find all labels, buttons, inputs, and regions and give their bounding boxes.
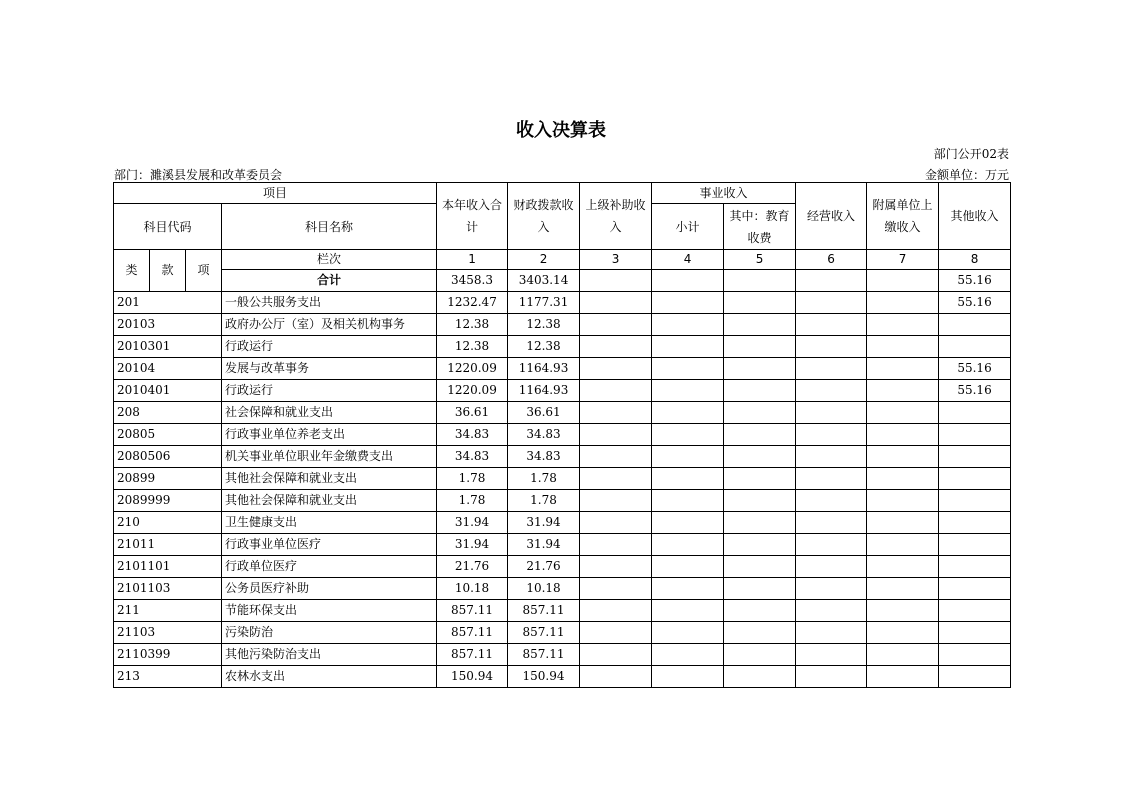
fiscal-income: 857.11 (508, 644, 580, 666)
empty-cell (724, 380, 796, 402)
subject-code: 20103 (114, 314, 222, 336)
empty-cell (580, 666, 652, 688)
subject-code: 201 (114, 292, 222, 314)
empty-cell (867, 534, 939, 556)
header-column-no: 栏次 (222, 250, 437, 270)
subject-code: 2110399 (114, 644, 222, 666)
empty-cell (652, 424, 724, 446)
header-xiang: 项 (186, 250, 222, 292)
empty-cell (867, 600, 939, 622)
empty-cell (867, 512, 939, 534)
empty-cell (724, 600, 796, 622)
other-income (939, 490, 1011, 512)
header-edu: 其中：教育收费 (724, 204, 796, 250)
fiscal-income: 12.38 (508, 314, 580, 336)
empty-cell (580, 556, 652, 578)
fiscal-income: 1.78 (508, 468, 580, 490)
header-code: 科目代码 (114, 204, 222, 250)
subject-name: 行政事业单位医疗 (222, 534, 437, 556)
empty-cell (867, 622, 939, 644)
empty-cell (652, 490, 724, 512)
table-row (114, 380, 1011, 402)
empty-cell (652, 622, 724, 644)
fiscal-income: 1164.93 (508, 380, 580, 402)
other-income (939, 644, 1011, 666)
col-number: 3 (580, 250, 652, 270)
empty-cell (580, 622, 652, 644)
subject-name: 其他污染防治支出 (222, 644, 437, 666)
empty-cell (652, 600, 724, 622)
empty-cell (867, 402, 939, 424)
other-income (939, 446, 1011, 468)
fiscal-income: 1164.93 (508, 358, 580, 380)
table-row (114, 578, 1011, 600)
total-income: 34.83 (437, 446, 508, 468)
other-income (939, 468, 1011, 490)
empty-cell (724, 556, 796, 578)
empty-cell (796, 336, 867, 358)
empty-cell (867, 380, 939, 402)
empty-cell (580, 358, 652, 380)
subject-name: 机关事业单位职业年金缴费支出 (222, 446, 437, 468)
other-income (939, 424, 1011, 446)
fiscal-income: 150.94 (508, 666, 580, 688)
empty-cell (867, 556, 939, 578)
subject-name: 社会保障和就业支出 (222, 402, 437, 424)
subject-code: 2089999 (114, 490, 222, 512)
income-table (113, 182, 1011, 688)
empty-cell (796, 358, 867, 380)
col-number: 2 (508, 250, 580, 270)
empty-cell (724, 666, 796, 688)
subject-code: 20805 (114, 424, 222, 446)
empty-cell (724, 402, 796, 424)
fiscal-income: 36.61 (508, 402, 580, 424)
empty-cell (652, 556, 724, 578)
empty-cell (580, 512, 652, 534)
empty-cell (652, 534, 724, 556)
other-income (939, 600, 1011, 622)
col-number: 8 (939, 250, 1011, 270)
subject-code: 21103 (114, 622, 222, 644)
table-row (114, 336, 1011, 358)
total-income: 1.78 (437, 468, 508, 490)
empty-cell (580, 490, 652, 512)
empty-cell (580, 292, 652, 314)
fiscal-income: 857.11 (508, 600, 580, 622)
subject-name: 其他社会保障和就业支出 (222, 468, 437, 490)
empty-cell (867, 446, 939, 468)
subject-code: 2010301 (114, 336, 222, 358)
subject-code: 213 (114, 666, 222, 688)
subject-code: 2101103 (114, 578, 222, 600)
header-other: 其他收入 (939, 183, 1011, 250)
table-row (114, 490, 1011, 512)
other-income: 55.16 (939, 380, 1011, 402)
other-income (939, 336, 1011, 358)
empty-cell (796, 380, 867, 402)
subject-code: 20899 (114, 468, 222, 490)
empty-cell (652, 336, 724, 358)
empty-cell (724, 314, 796, 336)
header-affiliate: 附属单位上缴收入 (867, 183, 939, 250)
subject-name: 农林水支出 (222, 666, 437, 688)
header-subtotal: 小计 (652, 204, 724, 250)
total-row-label: 合计 (222, 270, 437, 292)
subject-name: 行政事业单位养老支出 (222, 424, 437, 446)
empty-cell (796, 578, 867, 600)
header-subsidy: 上级补助收入 (580, 183, 652, 250)
fiscal-income: 12.38 (508, 336, 580, 358)
total-income: 150.94 (437, 666, 508, 688)
empty-cell (867, 644, 939, 666)
subject-name: 行政运行 (222, 380, 437, 402)
subject-code: 2080506 (114, 446, 222, 468)
amount-unit-label: 金额单位：万元 (924, 168, 1009, 182)
empty-cell (652, 292, 724, 314)
fiscal-income: 1177.31 (508, 292, 580, 314)
fiscal-income: 34.83 (508, 424, 580, 446)
subject-name: 一般公共服务支出 (222, 292, 437, 314)
other-income (939, 534, 1011, 556)
total-income: 12.38 (437, 336, 508, 358)
empty-cell (796, 600, 867, 622)
empty-cell (796, 490, 867, 512)
summary-other: 55.16 (939, 270, 1011, 292)
empty-cell (724, 424, 796, 446)
fiscal-income: 31.94 (508, 534, 580, 556)
empty-cell (580, 402, 652, 424)
col-number: 4 (652, 250, 724, 270)
col-number: 7 (867, 250, 939, 270)
summary-fiscal: 3403.14 (508, 270, 580, 292)
empty-cell (724, 468, 796, 490)
empty-cell (580, 314, 652, 336)
other-income (939, 402, 1011, 424)
table-row (114, 358, 1011, 380)
empty-cell (724, 578, 796, 600)
empty-cell (867, 358, 939, 380)
empty-cell (724, 446, 796, 468)
empty-cell (867, 314, 939, 336)
table-row (114, 666, 1011, 688)
empty-cell (724, 336, 796, 358)
empty-cell (652, 468, 724, 490)
department-label: 部门：濉溪县发展和改革委员会 (114, 168, 283, 182)
empty-cell (724, 644, 796, 666)
form-number: 部门公开02表 (933, 147, 1009, 161)
table-row (114, 292, 1011, 314)
table-row (114, 446, 1011, 468)
subject-name: 污染防治 (222, 622, 437, 644)
header-name: 科目名称 (222, 204, 437, 250)
empty-cell (867, 336, 939, 358)
total-income: 36.61 (437, 402, 508, 424)
empty-cell (652, 578, 724, 600)
subject-name: 行政运行 (222, 336, 437, 358)
table-row (114, 314, 1011, 336)
other-income: 55.16 (939, 292, 1011, 314)
total-income: 10.18 (437, 578, 508, 600)
empty-cell (580, 468, 652, 490)
total-income: 857.11 (437, 600, 508, 622)
header-kuan: 款 (150, 250, 186, 292)
empty-cell (796, 666, 867, 688)
empty-cell (796, 402, 867, 424)
empty-cell (724, 292, 796, 314)
empty-cell (652, 446, 724, 468)
empty-cell (796, 644, 867, 666)
total-income: 21.76 (437, 556, 508, 578)
empty-cell (724, 512, 796, 534)
table-row (114, 402, 1011, 424)
subject-name: 其他社会保障和就业支出 (222, 490, 437, 512)
empty-cell (580, 446, 652, 468)
total-income: 1220.09 (437, 380, 508, 402)
header-lei: 类 (114, 250, 150, 292)
subject-name: 行政单位医疗 (222, 556, 437, 578)
subject-name: 卫生健康支出 (222, 512, 437, 534)
table-row (114, 600, 1011, 622)
empty-cell (580, 644, 652, 666)
header-total: 本年收入合计 (437, 183, 508, 250)
fiscal-income: 31.94 (508, 512, 580, 534)
other-income (939, 314, 1011, 336)
empty-cell (580, 424, 652, 446)
total-income: 31.94 (437, 534, 508, 556)
subject-code: 210 (114, 512, 222, 534)
empty-cell (867, 578, 939, 600)
other-income: 55.16 (939, 358, 1011, 380)
empty-cell (652, 402, 724, 424)
subject-name: 政府办公厅（室）及相关机构事务 (222, 314, 437, 336)
subject-code: 21011 (114, 534, 222, 556)
empty-cell (796, 512, 867, 534)
empty-cell (796, 468, 867, 490)
empty-cell (867, 468, 939, 490)
page-title: 收入决算表 (516, 120, 606, 141)
empty-cell (796, 292, 867, 314)
empty-cell (652, 666, 724, 688)
empty-cell (580, 578, 652, 600)
empty-cell (867, 666, 939, 688)
subject-code: 2101101 (114, 556, 222, 578)
col-number: 5 (724, 250, 796, 270)
empty-cell (652, 512, 724, 534)
subject-code: 2010401 (114, 380, 222, 402)
subject-code: 211 (114, 600, 222, 622)
empty-cell (796, 556, 867, 578)
table-row (114, 622, 1011, 644)
empty-cell (652, 314, 724, 336)
total-income: 1220.09 (437, 358, 508, 380)
empty-cell (580, 600, 652, 622)
col-number: 1 (437, 250, 508, 270)
empty-cell (580, 380, 652, 402)
empty-cell (580, 534, 652, 556)
other-income (939, 622, 1011, 644)
empty-cell (724, 534, 796, 556)
subject-name: 节能环保支出 (222, 600, 437, 622)
total-income: 1232.47 (437, 292, 508, 314)
other-income (939, 556, 1011, 578)
empty-cell (796, 424, 867, 446)
other-income (939, 512, 1011, 534)
total-income: 857.11 (437, 644, 508, 666)
other-income (939, 666, 1011, 688)
table-row (114, 468, 1011, 490)
empty-cell (796, 446, 867, 468)
empty-cell (796, 622, 867, 644)
header-fiscal: 财政拨款收入 (508, 183, 580, 250)
fiscal-income: 21.76 (508, 556, 580, 578)
subject-name: 发展与改革事务 (222, 358, 437, 380)
fiscal-income: 34.83 (508, 446, 580, 468)
total-income: 1.78 (437, 490, 508, 512)
total-income: 34.83 (437, 424, 508, 446)
empty-cell (724, 358, 796, 380)
empty-cell (652, 380, 724, 402)
table-row (114, 424, 1011, 446)
empty-cell (580, 336, 652, 358)
total-income: 857.11 (437, 622, 508, 644)
empty-cell (724, 622, 796, 644)
header-item: 项目 (114, 183, 437, 204)
col-number: 6 (796, 250, 867, 270)
total-income: 12.38 (437, 314, 508, 336)
empty-cell (867, 424, 939, 446)
empty-cell (796, 534, 867, 556)
total-income: 31.94 (437, 512, 508, 534)
empty-cell (652, 644, 724, 666)
fiscal-income: 10.18 (508, 578, 580, 600)
empty-cell (867, 490, 939, 512)
subject-name: 公务员医疗补助 (222, 578, 437, 600)
subject-code: 20104 (114, 358, 222, 380)
table-row (114, 644, 1011, 666)
other-income (939, 578, 1011, 600)
header-business: 事业收入 (652, 183, 796, 204)
empty-cell (867, 292, 939, 314)
empty-cell (724, 490, 796, 512)
empty-cell (652, 358, 724, 380)
fiscal-income: 1.78 (508, 490, 580, 512)
fiscal-income: 857.11 (508, 622, 580, 644)
table-row (114, 534, 1011, 556)
table-row (114, 512, 1011, 534)
subject-code: 208 (114, 402, 222, 424)
summary-total: 3458.3 (437, 270, 508, 292)
table-row (114, 556, 1011, 578)
empty-cell (796, 314, 867, 336)
header-operating: 经营收入 (796, 183, 867, 250)
